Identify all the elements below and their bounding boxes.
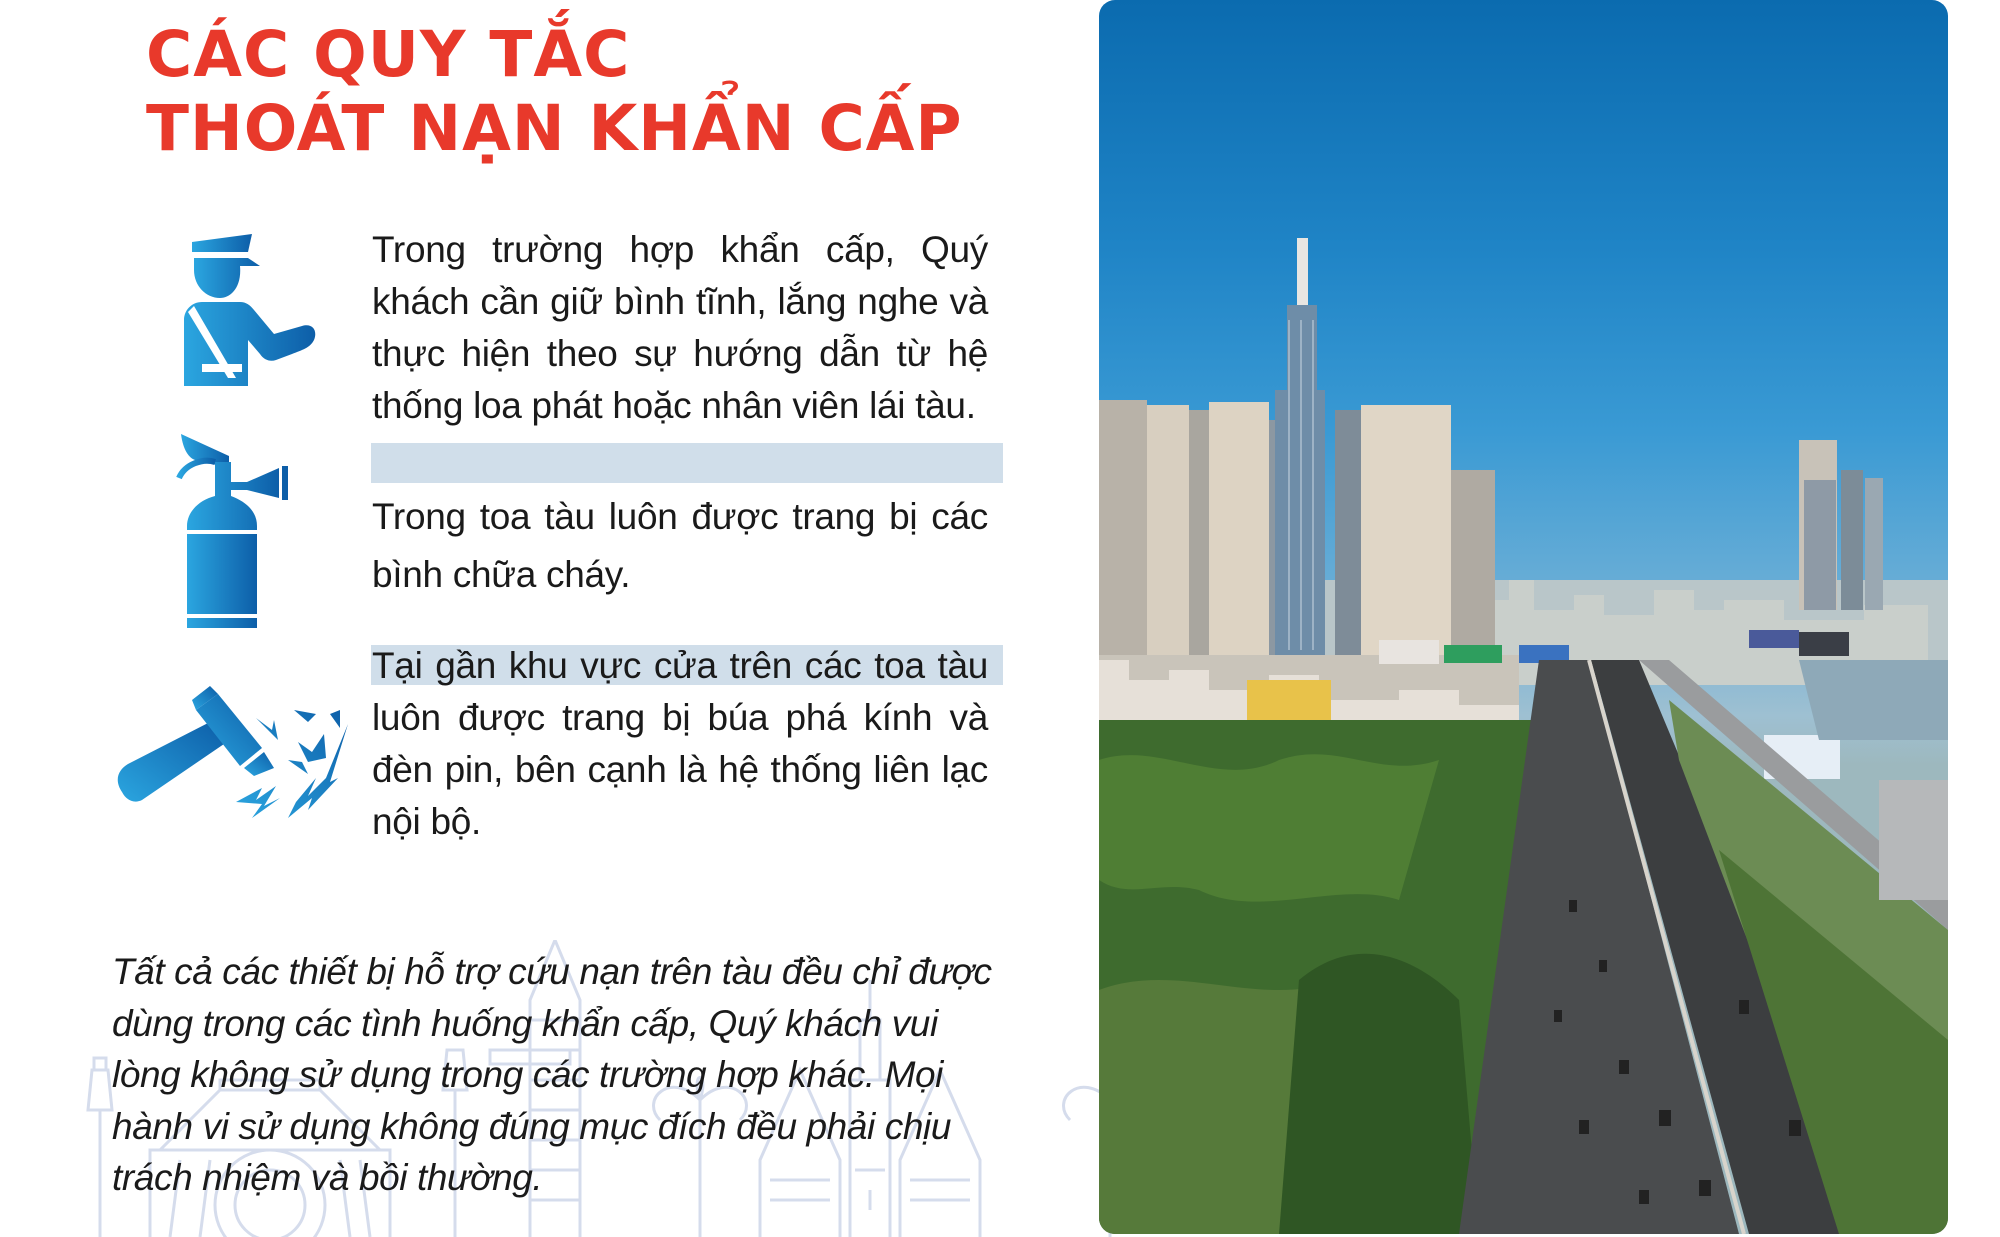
rule-2-text: Trong toa tàu luôn được trang bị các bình chữa cháy. (372, 496, 988, 595)
usage-warning-note: Tất cả các thiết bị hỗ trợ cứu nạn trên tàu đều chỉ được dùng trong các tình huống khẩn cấp, Quý khách vui lòng không sử dụng trong các trường hợp khác. Mọi hành vi sử dụng không đúng mục đích đều phải chịu trách nhiệm và bồi thường. (112, 951, 992, 1198)
city-skyline-highway-photo (1099, 0, 1948, 1234)
train-officer-icon (180, 230, 318, 390)
rule-3-text: Tại gần khu vực cửa trên các toa tàu luôn được trang bị búa phá kính và đèn pin, bên cạnh là hệ thống liên lạc nội bộ. (372, 645, 988, 842)
title-line-1: CÁC QUY TẮC (146, 18, 631, 91)
page-title (146, 18, 963, 166)
title-line-2: THOÁT NẠN KHẨN CẤP (146, 92, 963, 165)
divider-1 (371, 443, 1003, 483)
glass-breaking-hammer-icon (112, 682, 362, 822)
rule-1-text: Trong trường hợp khẩn cấp, Quý khách cần giữ bình tĩnh, lắng nghe và thực hiện theo sự hướng dẫn từ hệ thống loa phát hoặc nhân viên lái tàu. (372, 229, 988, 426)
fire-extinguisher-icon (175, 432, 300, 630)
